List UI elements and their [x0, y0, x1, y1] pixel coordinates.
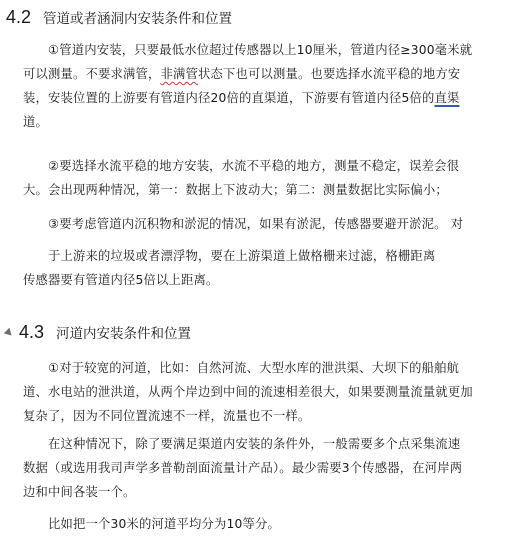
text-line: ③要考虑管道内沉积物和淤泥的情况，如果有淤泥，传感器要避开淤泥。 对	[48, 217, 464, 231]
text-line: 边和中间各装一个。	[23, 485, 136, 499]
section-title: 管道或者涵洞内安装条件和位置	[43, 11, 233, 27]
section-heading-4-2	[0, 4, 232, 30]
text-line: ②要选择水流平稳的地方安装，水流不平稳的地方，测量不稳定，误差会很	[48, 159, 460, 173]
text-line: ①对于较宽的河道，比如：自然河流、大型水库的泄洪渠、大坝下的船舶航	[48, 361, 460, 375]
section-number: 4.2	[6, 6, 32, 27]
text-line: 大。会出现两种情况，第一：数据上下波动大；第二：测量数据比实际偏小；	[23, 183, 448, 197]
text-line: 装，安装位置的上游要有管道内径20倍的直渠道，下游要有管道内径5倍的直渠	[23, 91, 460, 105]
spellcheck-underline: 非满管	[160, 67, 198, 81]
collapse-triangle-icon[interactable]	[4, 328, 15, 339]
text-line: 传感器要有管道内径5倍以上距离。	[23, 273, 219, 287]
text-line: 比如把一个30米的河道平均分为10等分。	[48, 517, 281, 531]
text-line: ①管道内安装，只要最低水位超过传感器以上10厘米，管道内径≥300毫米就	[48, 43, 473, 57]
paragraph-multi-point	[23, 432, 523, 504]
section-title: 河道内安装条件和位置	[56, 326, 192, 342]
text-line: 可以测量。不要求满管，非满管状态下也可以测量。也要选择水流平稳的地方安	[23, 67, 461, 81]
text-line: 道、水电站的泄洪道，从两个岸边到中间的流速相差很大，如果要测量流量就更加	[23, 385, 473, 399]
text-line: 道。	[23, 115, 48, 129]
paragraph-sediment	[23, 212, 523, 292]
grammar-underline: 直渠	[434, 91, 460, 105]
section-number: 4.3	[19, 321, 45, 342]
text-line: 于上游来的垃圾或者漂浮物，要在上游渠道上做格栅来过滤，格栅距离	[48, 249, 436, 263]
paragraph-example	[23, 512, 523, 536]
text-line: 复杂了，因为不同位置流速不一样，流量也不一样。	[23, 409, 311, 423]
paragraph-pipe-installation	[23, 38, 523, 134]
text-line: 数据（或选用我司声学多普勒剖面流量计产品）。最少需要3个传感器，在河岸两	[23, 461, 463, 475]
section-heading-4-3	[0, 319, 191, 345]
paragraph-stable-flow	[23, 154, 523, 202]
paragraph-river-wide	[23, 356, 523, 428]
text-line: 在这种情况下，除了要满足渠道内安装的条件外，一般需要多个点采集流速	[48, 437, 461, 451]
